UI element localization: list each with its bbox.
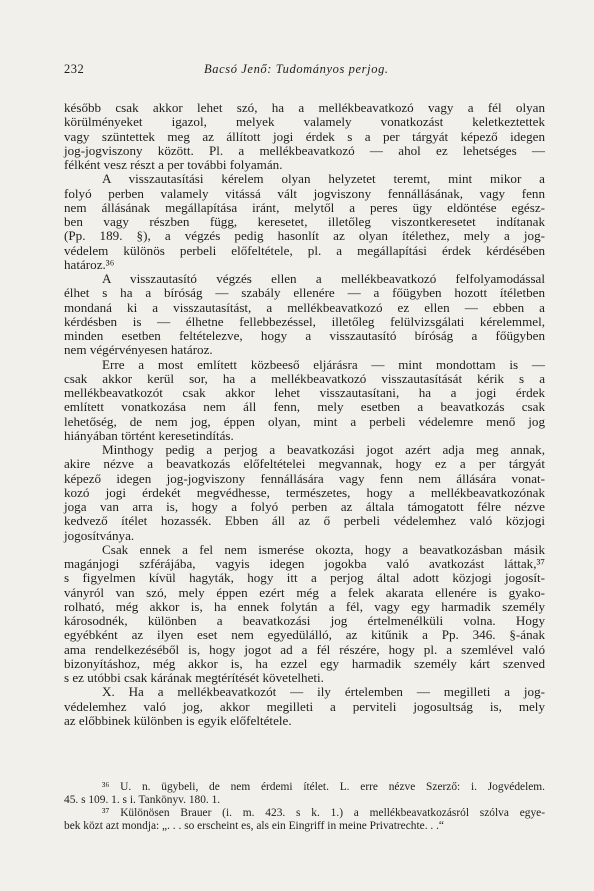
text-line: joga van arra is, hogy a folyó perben az általa támogatott félre nézve bbox=[64, 499, 545, 514]
text-line: hiányában történt keresetindítás. bbox=[64, 427, 234, 443]
text-line: minden esetben feltételezve, hogy a visszautasító bíróság a főügyben bbox=[64, 328, 545, 343]
text-line: Erre a most említett közbeeső eljárásra — mint mondottam is — bbox=[102, 356, 545, 372]
text-line: határoz.³⁶ bbox=[64, 256, 115, 272]
text-line: (Pp. 189. §), a végzés pedig hasonlít az olyan ítélethez, mely a jog- bbox=[64, 228, 545, 244]
text-line: nem állásának megállapítása iránt, melytől a peres ügy eldöntése egész- bbox=[64, 199, 545, 215]
text-line: jog-jogviszony között. Pl. a mellékbeavatkozó — ahol ez lehetséges — bbox=[64, 142, 545, 158]
text-line: csak akkor kerül sor, ha a mellékbeavatkozó visszautasítását kérik s a bbox=[64, 370, 545, 386]
text-line: s figyelmen kívül hagyták, hogy itt a perjog által adott közjogi jogosít- bbox=[64, 570, 545, 586]
text-line: mellékbeavatkozót csak akkor lehet visszautasítani, ha a jogi érdek bbox=[64, 385, 545, 400]
text-line: később csak akkor lehet szó, ha a mellékbeavatkozó vagy a fél olyan bbox=[64, 100, 545, 115]
text-line: károsodnék, különben a beavatkozási jog értelmenélküli volna. Hogy bbox=[64, 613, 545, 628]
text-line: nem végérvényesen határoz. bbox=[64, 342, 213, 358]
text-line: s ez utóbbi csak kárának megtérítését követelheti. bbox=[64, 670, 324, 685]
text-line: lehetőség, de nem jog, éppen olyan, mint a perbeli védelemre menő jog bbox=[64, 413, 545, 429]
text-line: jogosítványa. bbox=[64, 527, 135, 543]
text-line: egyébként az ilyen eset nem egyedülálló, az kitűnik a Pp. 346. §-ának bbox=[64, 627, 545, 643]
text-line: ama rendelkezéséből is, hogy jogot ad a fél részére, hogy pl. a szemlével való bbox=[64, 641, 545, 657]
footnotes bbox=[64, 781, 545, 833]
text-line: bizonyításhoz, még akkor is, ha ezzel egy harmadik személy kárt szenved bbox=[64, 655, 545, 671]
footnote-line: ³⁷ Különösen Brauer (i. m. 423. s k. 1.) a mellékbeavatkozásról szólva egye- bbox=[102, 807, 545, 819]
footnote-line: bek közt azt mondja: „. . . so erscheint es, als ein Eingriff in meine Privatrechte. . .“ bbox=[64, 820, 444, 832]
text-line: kedvező ítélet hozassék. Ebben áll az ő perbeli védelemhez való közjogi bbox=[64, 513, 545, 529]
text-line: körülményeket igazol, melyek valamely vonatkozást keletkeztettek bbox=[64, 114, 545, 130]
text-line: kérdésben is — élhetne fellebbezéssel, illetőleg felülvizsgálati kérelemmel, bbox=[64, 313, 545, 329]
text-line: A visszautasítási kérelem olyan helyzetet teremt, mint mikor a bbox=[102, 171, 545, 187]
text-line: említett vonatkozása nem áll fenn, mely esetben a beavatkozás csak bbox=[64, 399, 545, 415]
text-line: képező idegen jog-jogviszony fennállására vagy fenn nem állására vonat- bbox=[64, 470, 545, 486]
text-line: védelem különös perbeli előfeltétele, pl. a megállapítási érdek kérdésében bbox=[64, 242, 545, 258]
footnote-line: ³⁶ U. n. ügybeli, de nem érdemi ítélet. L. erre nézve Szerző: i. Jogvédelem. bbox=[102, 781, 545, 793]
text-line: ványról van szó, mely éppen ezért még a felek akarata ellenére is gyako- bbox=[64, 584, 545, 600]
text-line: X. Ha a mellékbeavatkozót — ily értelemben — megilleti a jog- bbox=[102, 684, 545, 700]
body-text bbox=[64, 101, 545, 728]
text-line: rolható, még akkor is, ha ennek folytán a fél, vagy egy harmadik személy bbox=[64, 598, 545, 614]
page-number: 232 bbox=[64, 62, 85, 76]
running-title: Bacsó Jenő: Tudományos perjog. bbox=[204, 62, 389, 76]
text-line: védelemhez való jog, akkor megilleti a perviteli jogosultság is, mely bbox=[64, 698, 545, 714]
footnote-line: 45. s 109. 1. s i. Tankönyv. 180. 1. bbox=[64, 794, 221, 806]
text-line: félként vesz részt a per további folyamán. bbox=[64, 157, 283, 172]
text-line: az előbbinek különben is egyik előfeltétele. bbox=[64, 712, 292, 728]
text-line: kozó jogi érdekét megvédhesse, természetes, hogy a mellékbeavatkozónak bbox=[64, 484, 545, 500]
page-header bbox=[64, 62, 544, 80]
text-line: folyó perben valamely vitássá vált jogviszony fennállásának, vagy fenn bbox=[64, 185, 545, 201]
text-line: élhet s ha a bíróság — szabály ellenére — a főügyben hozott ítéletben bbox=[64, 285, 545, 301]
text-line: magánjogi szférájába, vagyis idegen jogokba való avatkozást láttak,³⁷ bbox=[64, 556, 545, 571]
text-line: ben vagy részben függ, keresetet, illetőleg viszontkeresetet indítanak bbox=[64, 214, 545, 229]
text-line: Csak ennek a fel nem ismerése okozta, hogy a beavatkozásban másik bbox=[102, 541, 545, 557]
text-line: A visszautasító végzés ellen a mellékbeavatkozó felfolyamodással bbox=[102, 271, 545, 286]
text-line: vagy szüntettek meg az állított jogi érdek s a per tárgyát képező idegen bbox=[64, 128, 545, 144]
text-line: akire nézve a beavatkozás előfeltételei megvannak, hogy ez a per tárgyát bbox=[64, 456, 545, 472]
text-line: Minthogy pedig a perjog a beavatkozási jogot azért adja meg annak, bbox=[102, 442, 545, 457]
text-line: mondaná ki a visszautasítást, a mellékbeavatkozó ez ellen — ebben a bbox=[64, 299, 545, 315]
